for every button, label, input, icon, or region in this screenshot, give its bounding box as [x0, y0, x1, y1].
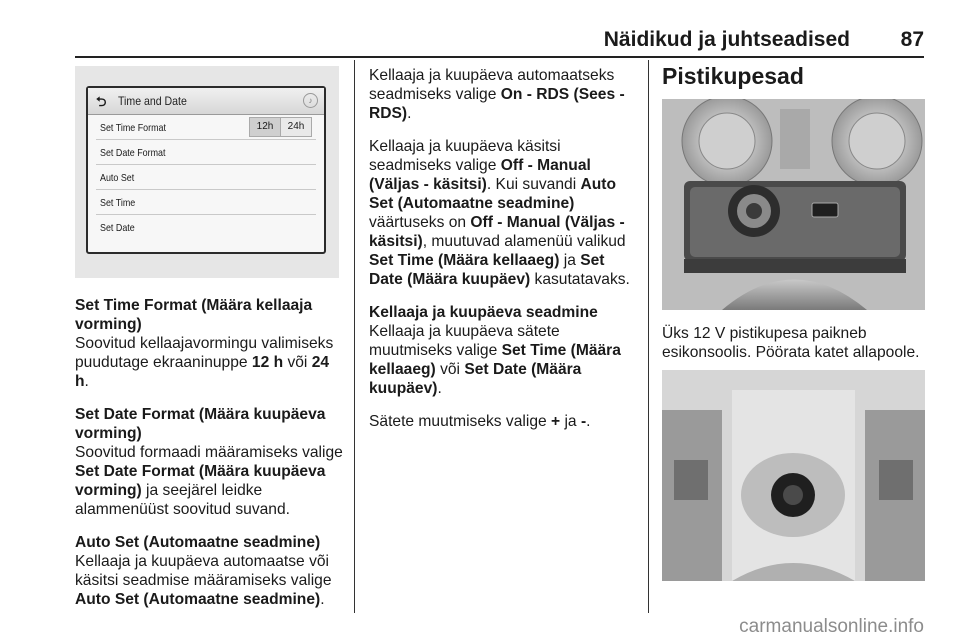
console-socket-photo-svg [662, 99, 925, 310]
screen-title: Time and Date [118, 94, 187, 108]
body-bold: + [551, 413, 561, 430]
body-bold: On - RDS (Sees - RDS) [369, 86, 625, 122]
body-text: Soovitud formaadi määramiseks valige [75, 444, 343, 461]
column-left [75, 296, 345, 623]
photo-caption: Üks 12 V pistikupesa paikneb esikonsoolis. Pöörata katet allapoole. [662, 325, 920, 361]
section-heading: Set Time Format (Määra kellaaja vorming) [75, 297, 313, 333]
body-text: . [320, 591, 325, 608]
menu-row-set-time-format [96, 115, 316, 140]
body-bold: Set Time (Määra kellaaeg) [369, 342, 621, 378]
body-bold: Auto Set (Automaatne seadmine) [75, 591, 321, 608]
screen-title-bar [88, 88, 324, 115]
paragraph-auto [369, 66, 637, 123]
menu-row-set-time [96, 190, 316, 215]
body-bold: Set Date Format (Määra kuupäeva vorming) [75, 463, 326, 499]
body-text: . [84, 373, 89, 390]
column-divider [648, 60, 649, 613]
body-bold: Set Date (Määra kuupäev) [369, 252, 605, 288]
page-number: 87 [900, 28, 924, 51]
menu-row-label: Auto Set [100, 172, 135, 184]
body-bold: - [580, 413, 587, 430]
body-bold: 24 h [75, 354, 330, 390]
column-middle [369, 66, 637, 445]
section-heading: Kellaaja ja kuupäeva seadmine [369, 304, 598, 321]
section-auto-set [75, 533, 345, 609]
section-set-date-format [75, 405, 345, 519]
body-text: Sätete muutmiseks valige [369, 413, 552, 430]
column-divider [354, 60, 355, 613]
time-format-toggle [249, 117, 312, 137]
section-heading-power-outlets: Pistikupesad [662, 63, 804, 89]
section-heading: Auto Set (Automaatne seadmine) [75, 534, 321, 551]
body-bold: Off - Manual (Väljas - käsitsi) [369, 157, 591, 193]
paragraph-adjust [369, 412, 637, 431]
body-text: Soovitud kellaajavormingu valimiseks puudutage ekraaninuppe [75, 335, 334, 371]
body-text: Kellaaja ja kuupäeva automaatse või käsitsi seadmise määramiseks valige [75, 553, 332, 589]
back-arrow-icon: ⮌ [96, 94, 107, 109]
menu-row-label: Set Time Format [100, 122, 166, 134]
paragraph-manual [369, 137, 637, 289]
section-set-time-format [75, 296, 345, 391]
body-text: Kellaaja ja kuupäeva käsitsi seadmiseks valige [369, 138, 561, 174]
body-text: . [437, 380, 442, 397]
header-rule [75, 56, 924, 58]
rear-socket-photo [662, 370, 925, 581]
body-text: ja [559, 252, 581, 269]
body-text: . [407, 105, 412, 122]
body-bold: Set Time (Määra kellaaeg) [369, 252, 560, 269]
segment-24h: 24h [281, 118, 311, 136]
body-text: ja [560, 413, 581, 430]
watermark-footer: carmanualsonline.info [739, 616, 924, 637]
body-text: kasutatavaks. [530, 271, 630, 288]
body-text: või [435, 361, 465, 378]
body-text: , muutuvad alamenüü valikud [422, 233, 626, 250]
infotainment-screen-illustration [75, 66, 339, 278]
body-bold: Off - Manual (Väljas - käsitsi) [369, 214, 625, 250]
menu-row-label: Set Time [100, 197, 136, 209]
section-set-time-date [369, 303, 637, 398]
body-text: . [586, 413, 591, 430]
menu-row-auto-set [96, 165, 316, 190]
body-text: Kellaaja ja kuupäeva automaatseks seadmiseks valige [369, 67, 615, 103]
body-bold: Set Date (Määra kuupäev) [369, 361, 582, 397]
rear-socket-photo-svg [662, 370, 925, 581]
section-heading: Set Date Format (Määra kuupäeva vorming) [75, 406, 326, 442]
body-bold: Auto Set (Automaatne seadmine) [369, 176, 617, 212]
time-and-date-screen [86, 86, 326, 254]
menu-row-label: Set Date Format [100, 147, 166, 159]
favourite-icon: ♪ [303, 93, 318, 108]
body-text: või [283, 354, 312, 371]
menu-row-set-date-format [96, 140, 316, 165]
segment-12h: 12h [250, 118, 281, 136]
menu-row-label: Set Date [100, 222, 135, 234]
menu-row-set-date [96, 215, 316, 239]
body-bold: 12 h [251, 354, 284, 371]
body-text: Kellaaja ja kuupäeva sätete muutmiseks valige [369, 323, 560, 359]
body-text: ja seejärel leidke alammenüüst soovitud suvand. [75, 482, 290, 518]
body-text: . Kui suvandi [486, 176, 581, 193]
body-text: väärtuseks on [369, 214, 471, 231]
running-header-title: Näidikud ja juhtseadised [603, 28, 850, 51]
console-socket-photo [662, 99, 925, 310]
